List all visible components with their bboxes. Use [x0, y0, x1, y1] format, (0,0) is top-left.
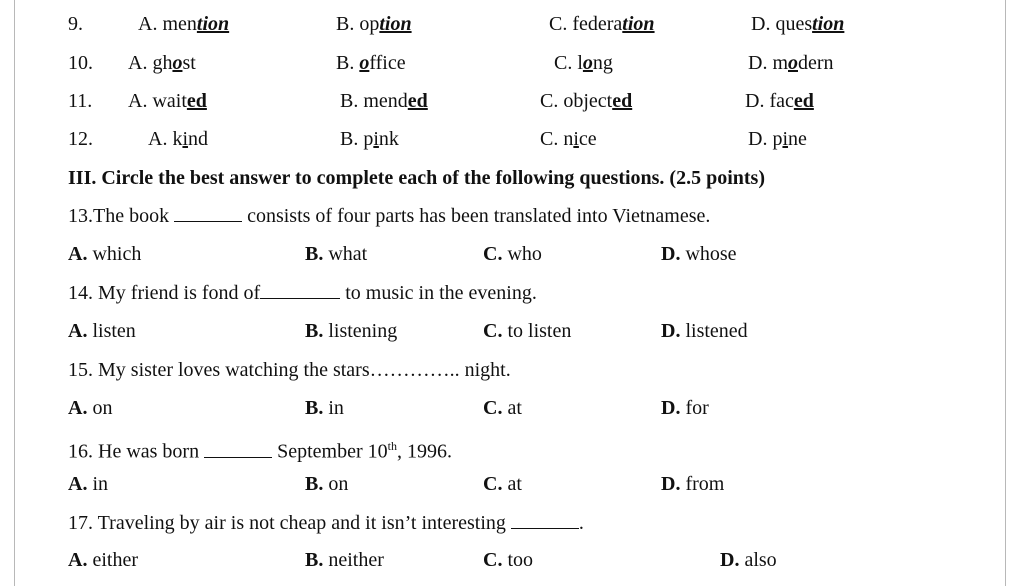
- choice-a[interactable]: A. either: [68, 549, 138, 571]
- choice-a[interactable]: A. listen: [68, 320, 136, 342]
- option-c: C. federation: [549, 13, 655, 35]
- options-13: [0, 239, 1024, 269]
- option-a: A. waited: [128, 90, 207, 112]
- choice-b[interactable]: B. what: [305, 243, 368, 265]
- option-c: C. objected: [540, 90, 633, 112]
- answer-blank: [174, 203, 242, 222]
- choice-a[interactable]: A. which: [68, 243, 142, 265]
- choice-b[interactable]: B. in: [305, 397, 344, 419]
- option-d: D. question: [751, 13, 845, 35]
- options-17: [0, 545, 1024, 575]
- option-d: D. modern: [748, 52, 834, 74]
- choice-d[interactable]: D. from: [661, 473, 725, 495]
- choice-b[interactable]: B. on: [305, 473, 349, 495]
- question-stem: 15. My sister loves watching the stars………….. night.: [68, 359, 511, 381]
- question-14: [0, 278, 1024, 308]
- option-d: D. pine: [748, 128, 807, 150]
- options-15: [0, 393, 1024, 423]
- question-number: 9.: [68, 13, 83, 35]
- option-b: B. option: [336, 13, 412, 35]
- question-17: [0, 508, 1024, 538]
- answer-blank: [260, 280, 340, 299]
- choice-a[interactable]: A. on: [68, 397, 113, 419]
- pronunciation-row-11: [0, 86, 1024, 116]
- choice-d[interactable]: D. for: [661, 397, 709, 419]
- answer-blank: [511, 510, 579, 529]
- pronunciation-row-9: [0, 9, 1024, 39]
- question-number: 12.: [68, 128, 93, 150]
- question-number: 11.: [68, 90, 93, 112]
- option-a: A. mention: [138, 13, 230, 35]
- choice-d[interactable]: D. also: [720, 549, 777, 571]
- choice-b[interactable]: B. neither: [305, 549, 384, 571]
- section-heading: III. Circle the best answer to complete each of the following questions. (2.5 points): [68, 167, 766, 189]
- option-b: B. mended: [340, 90, 428, 112]
- question-16: [0, 431, 1024, 461]
- options-16: [0, 469, 1024, 499]
- options-14: [0, 316, 1024, 346]
- option-d: D. faced: [745, 90, 814, 112]
- option-c: C. nice: [540, 128, 597, 150]
- question-stem: 17. Traveling by air is not cheap and it isn’t interesting .: [68, 512, 584, 534]
- option-a: A. kind: [148, 128, 209, 150]
- choice-c[interactable]: C. who: [483, 243, 542, 265]
- question-stem: 14. My friend is fond of to music in the evening.: [68, 282, 537, 304]
- choice-d[interactable]: D. listened: [661, 320, 748, 342]
- answer-blank: [204, 439, 272, 458]
- question-stem: 16. He was born September 10th, 1996.: [68, 439, 452, 463]
- option-b: B. office: [336, 52, 406, 74]
- choice-c[interactable]: C. to listen: [483, 320, 572, 342]
- choice-c[interactable]: C. too: [483, 549, 534, 571]
- option-b: B. pink: [340, 128, 399, 150]
- pronunciation-row-10: [0, 48, 1024, 78]
- question-stem: 13.The book consists of four parts has been translated into Vietnamese.: [68, 205, 711, 227]
- question-15: [0, 355, 1024, 385]
- choice-c[interactable]: C. at: [483, 397, 522, 419]
- option-c: C. long: [554, 52, 613, 74]
- question-13: [0, 201, 1024, 231]
- option-a: A. ghost: [128, 52, 196, 74]
- choice-a[interactable]: A. in: [68, 473, 109, 495]
- pronunciation-row-12: [0, 124, 1024, 154]
- section-heading-row: [0, 163, 1024, 193]
- choice-c[interactable]: C. at: [483, 473, 522, 495]
- choice-d[interactable]: D. whose: [661, 243, 737, 265]
- choice-b[interactable]: B. listening: [305, 320, 398, 342]
- question-number: 10.: [68, 52, 93, 74]
